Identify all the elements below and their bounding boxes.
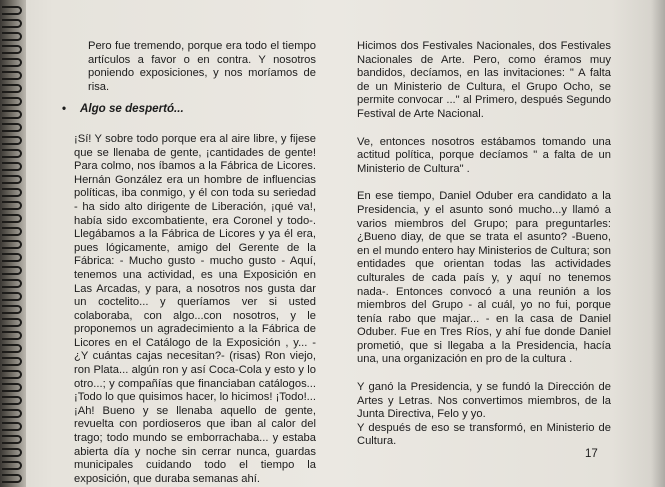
binding-ring: [2, 305, 22, 314]
binding-ring: [2, 97, 22, 106]
binding-ring: [2, 331, 22, 340]
binding-ring: [2, 110, 22, 119]
left-paragraph-2: ¡Sí! Y sobre todo porque era al aire libre, y fijese que se llenaba de gente, ¡cantidades de gente! Para colmo, nos íbamos a la Fábrica de Licores. Hernán González era un hombre de influencias políticas, iba conmigo, y él con toda su seriedad - ha sido alto dirigente de Liberación, ¡qué va!, había sido excombatiente, era Coronel y todo-. Llegábamos a la Fábrica de Licores y ya él era, pues lógicamente, amigo del Gerente de la Fábrica: - Mucho gusto - mucho gusto - Aquí, tenemos una actividad, es una Exposición en Las Arcadas, y para, a nosotros nos gusta dar un coctelito... y queríamos ver si usted colaboraba, con algo...con nosotros, y le proponemos un agradecimiento a la Fábrica de Licores en el Catálogo de la Exposición , y... - ¿Y cuántas cajas necesitan?- (risas) Ron viejo, ron Plata... algún ron y así Coca-Cola y esto y lo otro...; y compañías que financiaban catálogos...¡Todo lo que quisimos hacer, lo hicimos! ¡Todo!... ¡Ah! Bueno y se llenaba aquello de gente, revuelta con pordioseros que iban al calor del trago; todo mundo se emborrachaba... y estaba abierta día y noche sin cerrar nunca, guardas municipales cuidando todo el tiempo la exposición, que duraba semanas ahí.: [74, 132, 316, 485]
right-paragraph-4: Y ganó la Presidencia, y se fundó la Dirección de Artes y Letras. Nos convertimos miembros, de la Junta Directiva, Felo y yo. Y después de eso se transformó, en Ministerio de Cultura.: [357, 381, 611, 448]
binding-ring: [2, 357, 22, 366]
binding-ring: [2, 188, 22, 197]
binding-ring: [2, 396, 22, 405]
left-column: [62, 40, 316, 486]
binding-ring: [2, 6, 22, 15]
right-paragraph-3: En ese tiempo, Daniel Oduber era candidato a la Presidencia, y el asunto sonó mucho...y llamó a varios miembros del Grupo; para preguntarles: ¿Bueno diay, de que se trata el asunto? -Bueno, en el mundo entero hay Ministerios de Cultura; son entidades que orientan todas las actividades culturales de cada país y, y aquí no tenemos nada-. Entonces convocó a una reunión a los miembros del Grupo - al cuál, yo no fui, porque tenía rabo que majar... - en la casa de Daniel Oduber. Fue en Tres Ríos, y ahí fue donde Daniel prometió, que si llegaba a la Presidencia, hacía una, una organización en pro de la cultura .: [357, 190, 611, 366]
binding-ring: [2, 201, 22, 210]
right-paragraph-1: Hicimos dos Festivales Nacionales, dos Festivales Nacionales de Arte. Pero, como éramos muy bandidos, decíamos, en las invitaciones: " A falta de un Ministerio de Cultura, el Grupo Ocho, se permite convocar ..." al Primero, después Segundo Festival de Arte Nacional.: [357, 40, 611, 120]
binding-ring: [2, 71, 22, 80]
binding-ring: [2, 123, 22, 132]
binding-ring: [2, 58, 22, 67]
binding-ring: [2, 253, 22, 262]
binding-ring: [2, 292, 22, 301]
binding-ring: [2, 409, 22, 418]
binding-ring: [2, 279, 22, 288]
bullet-icon: •: [62, 102, 67, 116]
binding-ring: [2, 175, 22, 184]
binding-ring: [2, 84, 22, 93]
binding-ring: [2, 149, 22, 158]
binding-ring: [2, 240, 22, 249]
spiral-binding: [0, 0, 26, 487]
binding-ring: [2, 318, 22, 327]
right-paragraph-2: Ve, entonces nosotros estábamos tomando una actitud política, porque decíamos " a falta de un Ministerio de Cultura" .: [357, 135, 611, 175]
binding-ring: [2, 214, 22, 223]
binding-ring: [2, 448, 22, 457]
left-paragraph-1: Pero fue tremendo, porque era todo el tiempo artículos a favor o en contra. Y nosotros poniendo exposiciones, y nos moríamos de risa.: [88, 40, 316, 93]
binding-ring: [2, 344, 22, 353]
binding-ring: [2, 45, 22, 54]
binding-ring: [2, 422, 22, 431]
binding-ring: [2, 370, 22, 379]
binding-ring: [2, 32, 22, 41]
binding-ring: [2, 227, 22, 236]
page-number: 17: [585, 448, 598, 460]
section-heading-text: Algo se despertó...: [80, 102, 184, 116]
binding-ring: [2, 136, 22, 145]
binding-ring: [2, 162, 22, 171]
page-edge-shadow: [651, 0, 665, 487]
binding-ring: [2, 19, 22, 28]
section-heading: [62, 102, 316, 116]
binding-ring: [2, 266, 22, 275]
right-column: [357, 40, 611, 449]
binding-ring: [2, 383, 22, 392]
binding-ring: [2, 461, 22, 470]
binding-ring: [2, 435, 22, 444]
binding-ring: [2, 474, 22, 483]
